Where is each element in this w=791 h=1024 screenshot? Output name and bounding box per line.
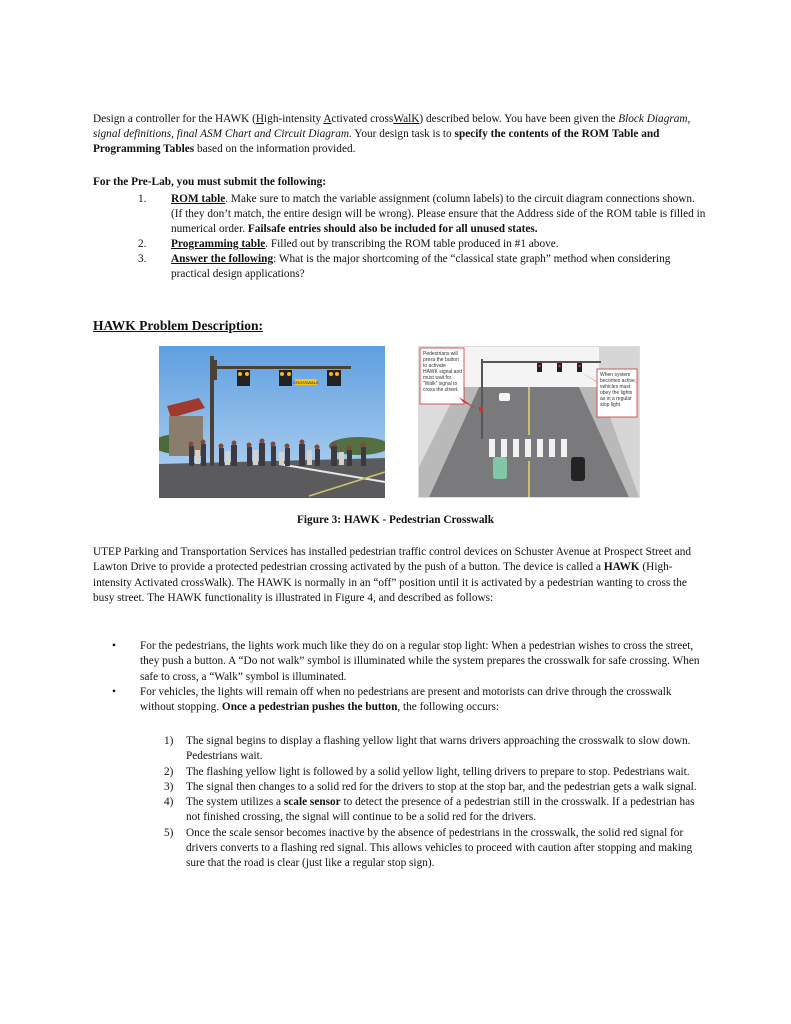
- bullet-item: [112, 685, 702, 716]
- step-number: 5): [164, 826, 174, 839]
- step-text: The signal begins to display a flashing yellow light that warns drivers approaching the crosswalk to slow down. Pedestrians wait.: [186, 735, 691, 763]
- intro-text: Your design task is to: [351, 128, 455, 140]
- callout-right-line: When system: [600, 372, 631, 378]
- intro-text: Design a controller for the HAWK (: [93, 113, 256, 125]
- intro-letter-h: H: [255, 113, 265, 125]
- description-paragraph: [93, 545, 699, 606]
- step-text: The flashing yellow light is followed by a solid yellow light, telling drivers to prepare to stop. Pedestrians wait.: [186, 765, 690, 778]
- step-text: The system utilizes a: [186, 796, 284, 809]
- callout-left-line: “Walk” signal to: [423, 381, 458, 387]
- callout-right-line: obey the lights: [600, 390, 633, 396]
- steps-list: [164, 734, 700, 872]
- hawk-photo-illustration: [159, 346, 385, 498]
- callout-left-line: press the button: [423, 357, 459, 363]
- step-text: The signal then changes to a solid red for the drivers to stop at the stop bar, and the pedestrian gets a walk signal.: [186, 780, 697, 793]
- step-number: 1): [164, 735, 174, 747]
- prelab-item: [138, 237, 708, 252]
- bullet-list: [112, 639, 702, 715]
- callout-left-line: to activate: [423, 363, 446, 369]
- description-text: UTEP Parking and Transportation Services has installed pedestrian traffic control devices on Schuster Avenue at Prospect Street and Lawton Drive to provide a protected pedestrian crossing activated by the push of a button. The device is called a: [93, 546, 692, 574]
- callout-left-line: must wait for: [423, 375, 452, 381]
- item-lead: ROM table: [171, 193, 226, 205]
- intro-text: ) described below. You have been given the: [419, 113, 619, 125]
- step-number: 3): [164, 780, 174, 793]
- intro-text: igh-intensity: [264, 113, 324, 125]
- prelab-list: [138, 192, 708, 282]
- item-lead: Programming table: [171, 238, 266, 250]
- intro-bold-text: specify the contents of the ROM Table and Programming Tables: [93, 128, 660, 155]
- item-text: . Filled out by transcribing the ROM table produced in #1 above.: [265, 238, 559, 250]
- intro-letter-k: K: [411, 113, 420, 125]
- step-number: 2): [164, 765, 174, 778]
- bullet-symbol: •: [112, 640, 116, 652]
- item-lead: Answer the following: [171, 253, 274, 265]
- intro-italic-text: Block Diagram, signal definitions, final ASM Chart and Circuit Diagram.: [93, 113, 691, 140]
- callout-right-line: vehicles must: [600, 384, 631, 390]
- description-text: (High-intensity Activated crossWalk). The HAWK is normally in an “off” position until it is activated by a pedestrian wanting to cross the busy street. The HAWK functionality is illustrated in Figure 4, and described as follows:: [93, 561, 687, 604]
- callout-left-line: HAWK signal and: [423, 369, 462, 375]
- step-item: [164, 765, 700, 780]
- crosswalk-diagram: [418, 346, 640, 498]
- step-bold: scale sensor: [283, 796, 341, 809]
- intro-letters-wal: Wal: [393, 113, 412, 125]
- step-text: Once the scale sensor becomes inactive by the absence of pedestrians in the crosswalk, the solid red signal for drivers converts to a flashing red signal. This allows vehicles to proceed with caution after stopping and making sure that the road is clear (just like a regular stop sign).: [186, 826, 693, 870]
- step-item: [164, 795, 700, 826]
- intro-letter-a: A: [323, 113, 332, 125]
- bullet-symbol: •: [112, 685, 116, 698]
- prelab-item: [138, 192, 708, 237]
- callout-left: [423, 351, 462, 393]
- figure-caption: Figure 3: HAWK - Pedestrian Crosswalk: [297, 514, 494, 526]
- item-text: : What is the major shortcoming of the “classical state graph” method when considering practical design applications?: [171, 253, 671, 280]
- step-text: to detect the presence of a pedestrian still in the crosswalk. If a pedestrian has not finished crossing, the signal will continue to be a solid red for the drivers.: [186, 796, 695, 824]
- item-number: 2.: [138, 238, 147, 250]
- bullet-text: For vehicles, the lights will remain off when no pedestrians are present and motorists can drive through the crosswalk without stopping.: [140, 685, 672, 714]
- prelab-heading: For the Pre-Lab, you must submit the following:: [93, 176, 327, 188]
- bullet-text: For the pedestrians, the lights work much like they do on a regular stop light: When a pedestrian wishes to cross the street, they push a button. A “Do not walk” symbol is illuminated while the system prepares the crosswalk for safe crossing. When safe to cross, a “Walk” symbol is illuminated.: [140, 640, 700, 683]
- section-title: HAWK Problem Description:: [93, 318, 263, 333]
- step-item: [164, 780, 700, 795]
- step-number: 4): [164, 796, 174, 809]
- item-text: . Make sure to match the variable assignment (column labels) to the circuit diagram connections shown. (If they don’t match, the entire design will be wrong). Please ensure that the Address side of the ROM table is filled in numerical order.: [171, 193, 706, 235]
- callout-right-line: becomes active,: [600, 378, 637, 384]
- callout-right-line: stop light: [600, 402, 621, 408]
- item-number: 3.: [138, 253, 147, 265]
- item-bold-text: Failsafe entries should also be included for all unused states.: [247, 223, 538, 235]
- callout-right-line: as in a regular: [600, 396, 632, 402]
- hawk-photo: [159, 346, 385, 498]
- intro-text: ctivated cross: [331, 113, 394, 125]
- callout-left-line: Pedestrians will: [423, 351, 458, 357]
- item-number: 1.: [138, 193, 147, 205]
- bullet-item: [112, 639, 702, 685]
- callout-left-line: cross the street.: [423, 387, 459, 393]
- intro-text: based on the information provided.: [194, 143, 356, 155]
- bullet-bold: Once a pedestrian pushes the button: [221, 701, 398, 714]
- intro-paragraph: [93, 112, 705, 157]
- crosswalk-diagram-illustration: [419, 347, 639, 497]
- bullet-text: , the following occurs:: [397, 701, 500, 714]
- step-item: [164, 826, 700, 872]
- prelab-item: [138, 252, 708, 282]
- description-bold: HAWK: [603, 561, 640, 574]
- crosswalk-sign-text: CROSSWALK: [293, 380, 319, 385]
- step-item: [164, 734, 700, 765]
